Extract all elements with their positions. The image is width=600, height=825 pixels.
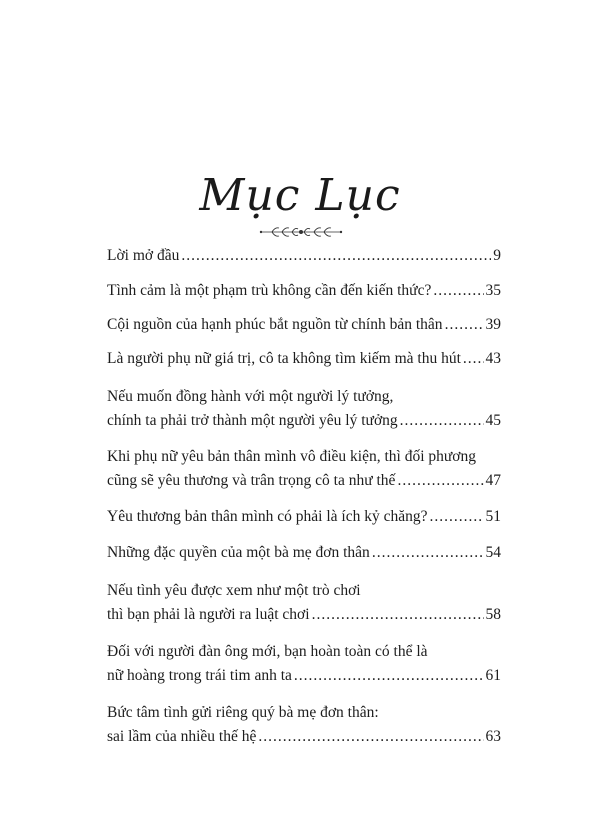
toc-page-number: 45 (485, 412, 501, 429)
toc-entry[interactable] (107, 579, 501, 627)
toc-entry-title: Yêu thương bản thân mình có phải là ích kỷ chăng? (107, 508, 428, 525)
toc-entry-title: Là người phụ nữ giá trị, cô ta không tìm kiếm mà thu hút (107, 350, 461, 367)
toc-entry-title-line: Đối với người đàn ông mới, bạn hoàn toàn có thể là (107, 643, 428, 660)
leafy-vine-divider-icon (258, 224, 344, 240)
dot-leader (445, 313, 484, 337)
toc-entry[interactable] (107, 445, 501, 493)
dot-leader (258, 725, 483, 749)
dot-leader (429, 505, 483, 529)
toc-entry-title: thì bạn phải là người ra luật chơi (107, 606, 310, 623)
dot-leader (294, 664, 484, 688)
toc-entry-title: chính ta phải trở thành một người yêu lý tưởng (107, 412, 398, 429)
toc-entry[interactable] (107, 385, 501, 433)
dot-leader (372, 541, 484, 565)
dot-leader (400, 409, 484, 433)
toc-page-number: 58 (485, 606, 501, 623)
toc-page-number: 9 (493, 247, 501, 264)
toc-page-number: 51 (485, 508, 501, 525)
toc-entry[interactable] (107, 640, 501, 688)
toc-entry-title-line: Nếu tình yêu được xem như một trò chơi (107, 582, 361, 599)
toc-entry-title: Tình cảm là một phạm trù không cần đến kiến thức? (107, 282, 432, 299)
toc-entry[interactable] (107, 279, 501, 303)
toc-entry[interactable] (107, 541, 501, 565)
toc-page-number: 47 (485, 472, 501, 489)
toc-entry[interactable] (107, 347, 501, 371)
toc-entry-title-line: Khi phụ nữ yêu bản thân mình vô điều kiện, thì đối phương (107, 448, 476, 465)
toc-page-number: 54 (485, 544, 501, 561)
toc-page-number: 63 (485, 728, 501, 745)
toc-entry[interactable] (107, 701, 501, 749)
toc-title: Mục Lục (199, 170, 401, 221)
dot-leader (433, 279, 483, 303)
toc-entry-title: sai lầm của nhiều thế hệ (107, 728, 257, 745)
toc-entry[interactable] (107, 313, 501, 337)
toc-page-number: 39 (485, 316, 501, 333)
toc-entry[interactable] (107, 244, 501, 268)
toc-entry-title: Cội nguồn của hạnh phúc bắt nguồn từ chính bản thân (107, 316, 443, 333)
toc-entry-title-line: Bức tâm tình gửi riêng quý bà mẹ đơn thân: (107, 704, 379, 721)
toc-page-number: 35 (485, 282, 501, 299)
toc-entry-title: nữ hoàng trong trái tim anh ta (107, 667, 292, 684)
dot-leader (397, 469, 483, 493)
dot-leader (463, 347, 484, 371)
toc-page-number: 43 (485, 350, 501, 367)
dot-leader (312, 603, 484, 627)
table-of-contents (107, 244, 501, 749)
toc-page-number: 61 (485, 667, 501, 684)
toc-entry[interactable] (107, 505, 501, 529)
toc-entry-title: cũng sẽ yêu thương và trân trọng cô ta như thế (107, 472, 396, 489)
toc-entry-title: Lời mở đầu (107, 247, 180, 264)
dot-leader (181, 244, 491, 268)
toc-entry-title-line: Nếu muốn đồng hành với một người lý tưởng, (107, 388, 394, 405)
toc-entry-title: Những đặc quyền của một bà mẹ đơn thân (107, 544, 370, 561)
